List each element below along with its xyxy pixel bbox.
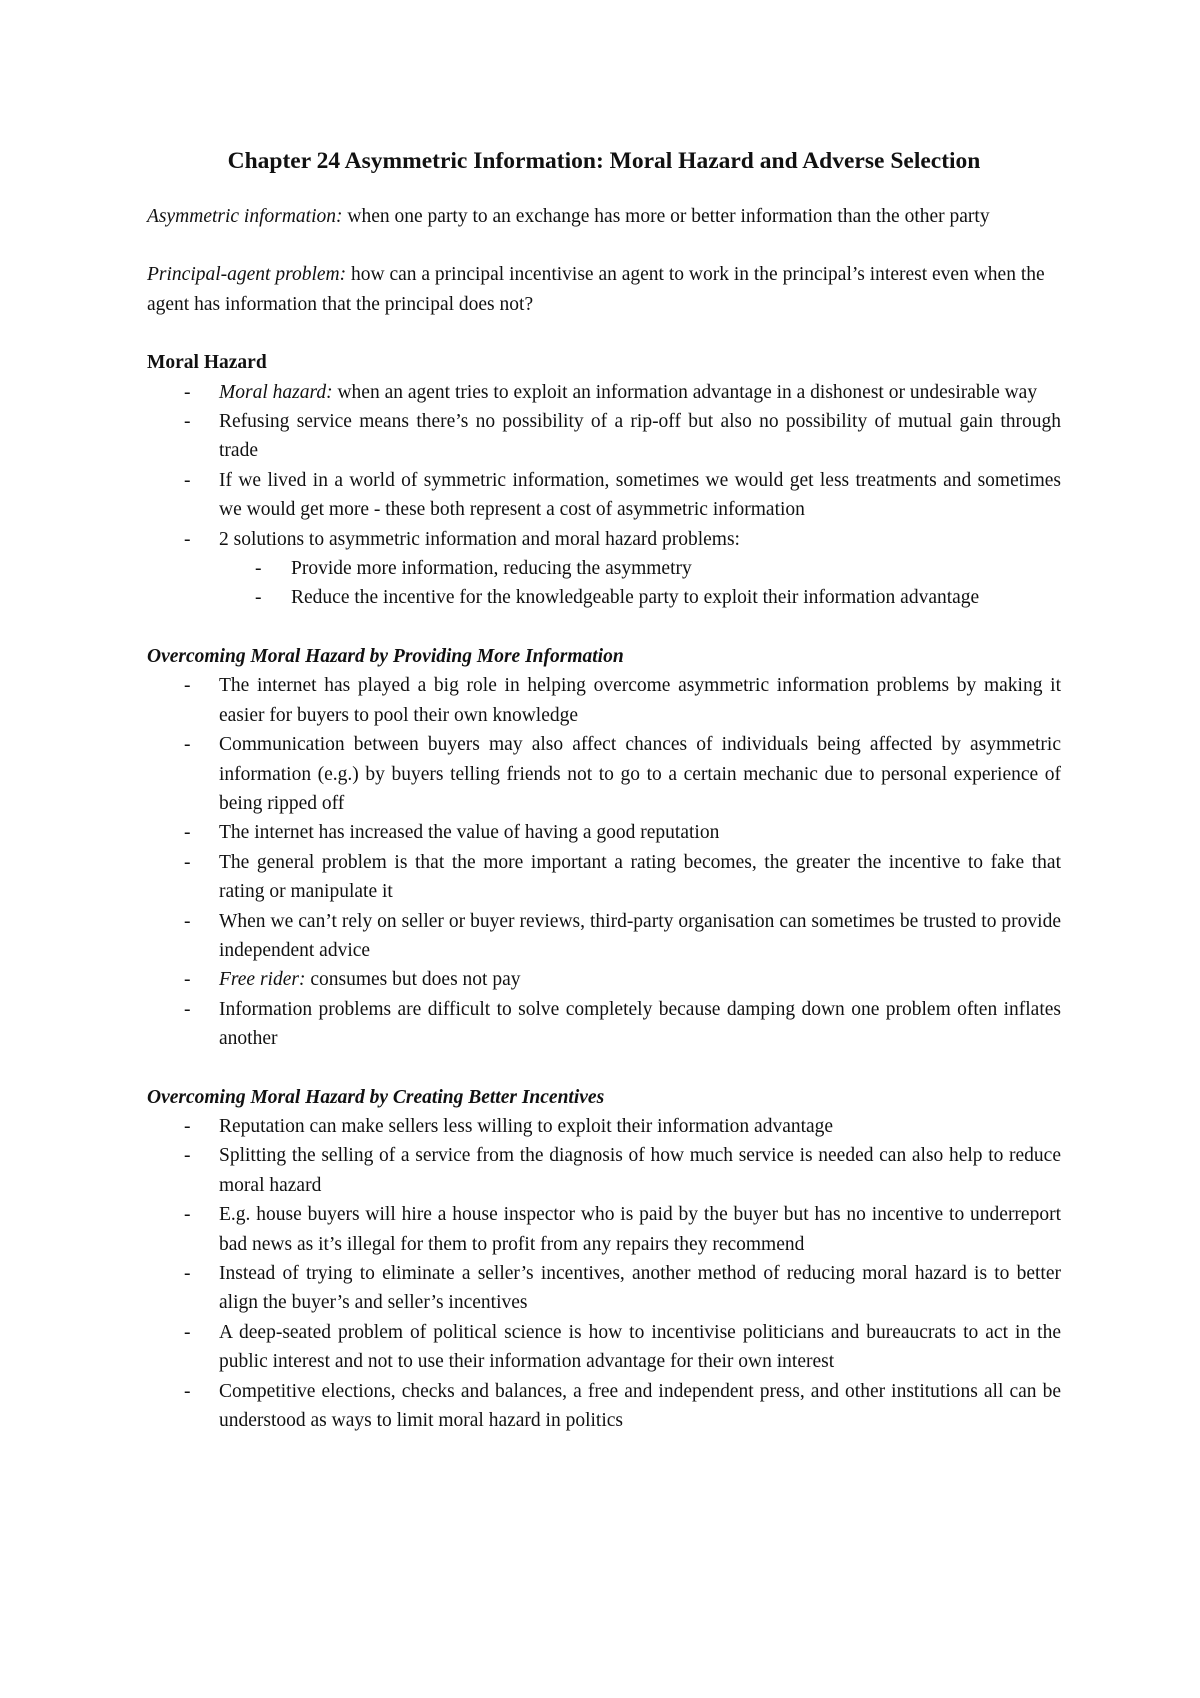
list-item: - The internet has increased the value of having a good reputation xyxy=(147,818,1061,847)
more-information-list xyxy=(147,671,1061,1053)
definition-principal-agent-problem xyxy=(147,260,1061,319)
list-item: - The internet has played a big role in helping overcome asymmetric information problems by making it easier for buyers to pool their own knowledge xyxy=(147,671,1061,730)
definition-term: Principal-agent problem: xyxy=(147,264,347,286)
list-item-text: consumes but does not pay xyxy=(305,969,521,991)
term-moral-hazard: Moral hazard: xyxy=(219,381,333,403)
list-item-text: 2 solutions to asymmetric information and moral hazard problems: xyxy=(219,528,740,550)
definition-asymmetric-information xyxy=(147,202,1061,231)
list-item xyxy=(147,378,1061,407)
list-item: - Information problems are difficult to solve completely because damping down one problem often inflates another xyxy=(147,995,1061,1054)
list-item: - Communication between buyers may also affect chances of individuals being affected by asymmetric information (e.g.) by buyers telling friends not to go to a certain mechanic due to personal experience of being ripped off xyxy=(147,730,1061,818)
heading-moral-hazard: Moral Hazard xyxy=(147,352,267,374)
list-item: - Instead of trying to eliminate a seller’s incentives, another method of reducing moral hazard is to better align the buyer’s and seller’s incentives xyxy=(147,1259,1061,1318)
list-item: - If we lived in a world of symmetric information, sometimes we would get less treatments and sometimes we would get more - these both represent a cost of asymmetric information xyxy=(147,466,1061,525)
list-item: - The general problem is that the more important a rating becomes, the greater the incentive to fake that rating or manipulate it xyxy=(147,848,1061,907)
definition-text: when one party to an exchange has more or better information than the other party xyxy=(342,206,990,227)
heading-better-incentives: Overcoming Moral Hazard by Creating Better Incentives xyxy=(147,1086,605,1108)
definition-text: how can a principal incentivise an agent to work in the principal’s interest even when the agent has information that the principal does not? xyxy=(147,264,1045,315)
solutions-sublist xyxy=(219,554,1061,613)
list-item: - E.g. house buyers will hire a house inspector who is paid by the buyer but has no incentive to underreport bad news as it’s illegal for them to profit from any repairs they recommend xyxy=(147,1200,1061,1259)
moral-hazard-list xyxy=(147,378,1061,613)
page-title: Chapter 24 Asymmetric Information: Moral Hazard and Adverse Selection xyxy=(227,148,981,174)
list-item xyxy=(147,965,1061,994)
list-item: - Splitting the selling of a service from the diagnosis of how much service is needed can also help to reduce moral hazard xyxy=(147,1141,1061,1200)
heading-more-information: Overcoming Moral Hazard by Providing More Information xyxy=(147,645,624,667)
term-free-rider: Free rider: xyxy=(219,969,306,991)
list-item: - A deep-seated problem of political science is how to incentivise politicians and bureaucrats to act in the public interest and not to use their information advantage for their own interest xyxy=(147,1318,1061,1377)
list-item: - When we can’t rely on seller or buyer reviews, third-party organisation can sometimes be trusted to provide independent advice xyxy=(147,907,1061,966)
definition-term: Asymmetric information: xyxy=(147,206,343,227)
list-item xyxy=(147,525,1061,613)
sublist-item: - Reduce the incentive for the knowledgeable party to exploit their information advantage xyxy=(219,583,1061,612)
list-item: - Refusing service means there’s no possibility of a rip-off but also no possibility of mutual gain through trade xyxy=(147,407,1061,466)
list-item: - Competitive elections, checks and balances, a free and independent press, and other institutions all can be understood as ways to limit moral hazard in politics xyxy=(147,1377,1061,1436)
document-page xyxy=(147,140,1061,1464)
list-item-text: when an agent tries to exploit an information advantage in a dishonest or undesirable way xyxy=(332,381,1038,403)
better-incentives-list xyxy=(147,1112,1061,1435)
sublist-item: - Provide more information, reducing the asymmetry xyxy=(219,554,1061,583)
list-item: - Reputation can make sellers less willing to exploit their information advantage xyxy=(147,1112,1061,1141)
